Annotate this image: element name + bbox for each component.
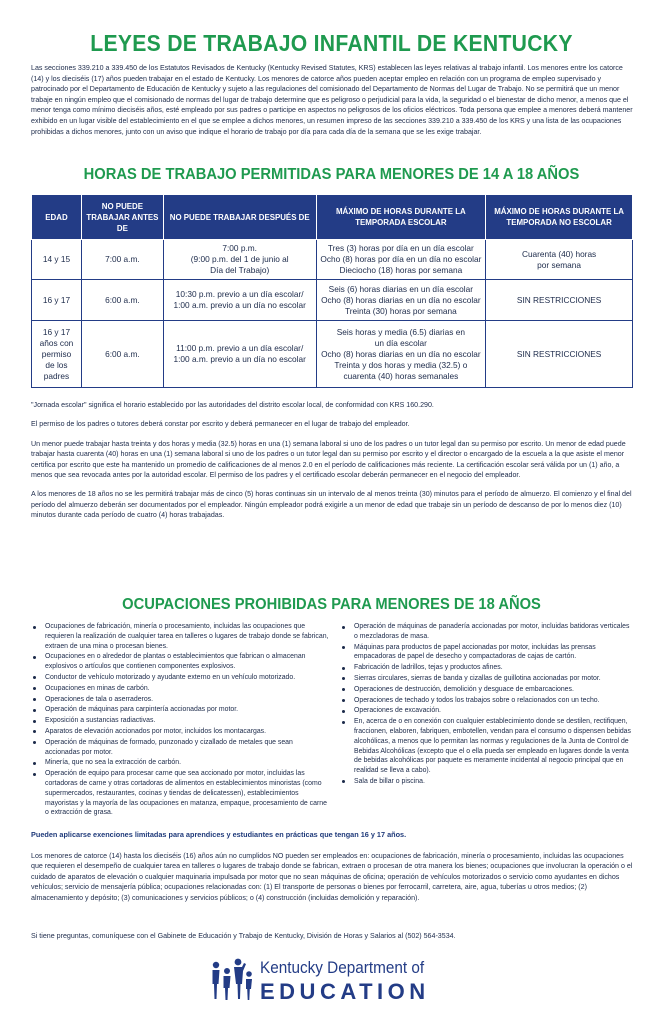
- bullet-icon: [342, 667, 345, 670]
- cell-max-nonschool: SIN RESTRICCIONES: [486, 280, 633, 321]
- cell-not-before: 6:00 a.m.: [81, 321, 163, 388]
- kde-logo: [210, 953, 460, 1008]
- exemptions-note: Pueden aplicarse exenciones limitadas para aprendices y estudiantes en prácticas que tengan 16 y 17 años.: [31, 830, 407, 839]
- cell-max-school: Seis horas y media (6.5) diarias en un día escolar Ocho (8) horas diarias en un día no escolar Treinta y dos horas y media (32.5) o cuarenta (40) horas semanales: [316, 321, 486, 388]
- parent-permission-note: El permiso de los padres o tutores deberá constar por escrito y deberá permanecer en el lugar de trabajo del empleador.: [31, 420, 410, 429]
- list-item: Sala de billar o piscina.: [340, 777, 635, 787]
- bullet-icon: [33, 773, 36, 776]
- list-item: Operaciones de techado y todos los trabajos sobre o relacionados con un techo.: [340, 696, 635, 706]
- list-item: Conductor de vehículo motorizado y ayudante externo en un vehículo motorizado.: [31, 673, 329, 683]
- prohibited-list-left: [31, 622, 329, 819]
- bullet-icon: [342, 710, 345, 713]
- cell-not-after: 11:00 p.m. previo a un día escolar/ 1:00 a.m. previo a un día no escolar: [163, 321, 316, 388]
- occupations-heading: OCUPACIONES PROHIBIDAS PARA MENORES DE 18 AÑOS: [122, 596, 541, 613]
- list-item: Operación de equipo para procesar carne que sea accionado por motor, incluidas las cortadoras de carne y otras cortadoras de alimentos en establecimientos minoristas (como supermercados, restaurantes, cocinas y tiendas de delicatessen), establecimientos mayoristas y la mayoría de las ocupaciones en matanza, empaque, procesamiento de carne o extracción de grasa.: [31, 769, 329, 818]
- bullet-icon: [33, 626, 36, 629]
- list-item: Máquinas para productos de papel accionadas por motor, incluidas las prensas empacadoras de papel de desecho y compactadoras de cajas de cartón.: [340, 643, 635, 663]
- bullet-icon: [33, 687, 36, 690]
- cell-age: 14 y 15: [32, 240, 82, 280]
- header-not-after: NO PUEDE TRABAJAR DESPUÉS DE: [163, 195, 316, 240]
- cell-not-before: 7:00 a.m.: [81, 240, 163, 280]
- people-figures-icon: [210, 957, 254, 1003]
- bullet-icon: [342, 688, 345, 691]
- bullet-icon: [33, 656, 36, 659]
- school-day-note: "Jornada escolar" significa el horario establecido por las autoridades del distrito escolar local, de conformidad con KRS 160.290.: [31, 401, 434, 409]
- list-item: Fabricación de ladrillos, tejas y productos afines.: [340, 663, 635, 673]
- cell-not-after: 7:00 p.m. (9:00 p.m. del 1 de junio al Día del Trabajo): [163, 240, 316, 280]
- cell-max-nonschool: Cuarenta (40) horas por semana: [486, 240, 633, 280]
- cell-age: 16 y 17: [32, 280, 82, 321]
- list-item: Ocupaciones en o alrededor de plantas o establecimientos que fabrican o almacenan explosivos o artículos que contienen componentes explosivos.: [31, 652, 329, 672]
- hours-table-header-row: [32, 195, 633, 240]
- list-item: Operación de máquinas de formado, punzonado y cizallado de metales que sean accionadas por motor.: [31, 738, 329, 758]
- cell-age: 16 y 17 años con permiso de los padres: [32, 321, 82, 388]
- table-row: [32, 240, 633, 280]
- list-item: En, acerca de o en conexión con cualquier establecimiento donde se destilen, rectifiquen, fraccionen, elaboren, fabriquen, embotellen, vendan para el consumo o dispensen bebidas alcohólicas, a menos que lo permitan las normas y regulaciones de la Junta de Control de Bebidas Alcohólicas (excepto que el o ella pueda ser empleado en lugares donde la venta de bebidas alcohólicas por paquete es meramente incidental al negocio principal que en realidad se lleva a cabo).: [340, 717, 635, 776]
- bullet-icon: [342, 780, 345, 783]
- header-age: EDAD: [32, 195, 82, 240]
- list-item: Sierras circulares, sierras de banda y cizallas de guillotina accionadas por motor.: [340, 674, 635, 684]
- bullet-icon: [342, 721, 345, 724]
- bullet-icon: [33, 762, 36, 765]
- bullet-icon: [33, 730, 36, 733]
- bullet-icon: [33, 720, 36, 723]
- notes-section: [31, 400, 634, 530]
- list-item: Ocupaciones en minas de carbón.: [31, 684, 329, 694]
- hours-heading: HORAS DE TRABAJO PERMITIDAS PARA MENORES DE 14 A 18 AÑOS: [83, 166, 580, 183]
- bullet-icon: [33, 676, 36, 679]
- page-title: LEYES DE TRABAJO INFANTIL DE KENTUCKY: [90, 30, 573, 56]
- cell-max-school: Tres (3) horas por día en un día escolar Ocho (8) horas por día en un día no escolar Dieciocho (18) horas por semana: [316, 240, 486, 280]
- bullet-icon: [342, 699, 345, 702]
- cell-not-before: 6:00 a.m.: [81, 280, 163, 321]
- table-row: [32, 321, 633, 388]
- bullet-icon: [342, 677, 345, 680]
- list-item: Ocupaciones de fabricación, minería o procesamiento, incluidas las ocupaciones que requieren la realización de cualquier tarea en talleres o lugares de trabajo donde se fabrican, extraen de una mina o procesan bienes.: [31, 622, 329, 651]
- logo-line-2: EDUCATION: [260, 979, 430, 1004]
- logo-line-1: Kentucky Department of: [260, 958, 425, 977]
- header-max-nonschool: MÁXIMO DE HORAS DURANTE LA TEMPORADA NO ESCOLAR: [486, 195, 633, 240]
- cell-max-nonschool: SIN RESTRICCIONES: [486, 321, 633, 388]
- header-max-school: MÁXIMO DE HORAS DURANTE LA TEMPORADA ESCOLAR: [316, 195, 486, 240]
- bullet-icon: [33, 741, 36, 744]
- list-item: Operaciones de excavación.: [340, 706, 635, 716]
- table-row: [32, 280, 633, 321]
- intro-paragraph: Las secciones 339.210 a 339.450 de los Estatutos Revisados de Kentucky (Kentucky Revised Statutes, KRS) establecen las leyes relativas al trabajo infantil. Los menores entre los catorce (14) y los dieciséis (17) años pueden trabajar en el estado de Kentucky. Los menores de catorce años pueden aceptar empleo en relación con un programa de empleo supervisado y patrocinado por el Departamento de Educación de Kentucky y sujeto a las regulaciones del comisionado del Departamento de Normas del Lugar de Trabajo. No se permitirá que un menor trabaje en ningún empleo que el comisionado de normas del lugar de trabajo determine que es peligroso o perjudicial para la vida, la seguridad o el bienestar de dicho menor, a menos que el menor tenga como mínimo dieciséis años, esté empleado por sus padres o participe en aspectos no peligrosos de los oficios eléctricos. Toda persona que emplee a menores deberá mantener exhibido en un lugar visible del establecimiento en el que se emplee a dichos menores, un resumen impreso de las secciones 339.210 a 339.450 de los KRS y una lista de las ocupaciones prohibidas a dichos menores, junto con un aviso que indique el horario de trabajo por día para cada día de la semana que se les exige trabajar.: [31, 64, 633, 136]
- under-sixteen-paragraph: Los menores de catorce (14) hasta los dieciséis (16) años aún no cumplidos NO pueden ser empleados en: ocupaciones de fabricación, minería o procesamiento, incluidas las ocupaciones que requieren el desempeño de cualquier tarea en talleres o lugares de trabajo donde se fabrican, extraen o procesan de otra manera los bienes; ocupaciones que involucran la operación o el cuidado de aparatos de elevación o cualquier maquinaria impulsada por motor que no sean máquinas de oficina; operación de vehículos motorizados o servicio como ayudantes en dichos vehículos; servicio de mensajería pública; ocupaciones relacionadas con: (1) El transporte de personas o bienes por ferrocarril, carretera, aire, agua, tuberías u otros medios; (2) almacenamiento y depósito; (3) comunicaciones y servicios públicos; o (4) construcción (incluidas demolición y reparación).: [31, 852, 633, 902]
- hours-table: [31, 194, 633, 388]
- cell-not-after: 10:30 p.m. previo a un día escolar/ 1:00 a.m. previo a un día no escolar: [163, 280, 316, 321]
- list-item: Operaciones de tala o aserraderos.: [31, 695, 329, 705]
- bullet-icon: [33, 709, 36, 712]
- prohibited-list-right: [340, 622, 635, 788]
- list-item: Operación de máquinas para carpintería accionadas por motor.: [31, 705, 329, 715]
- header-not-before: NO PUEDE TRABAJAR ANTES DE: [81, 195, 163, 240]
- extended-hours-note: Un menor puede trabajar hasta treinta y dos horas y media (32.5) horas en una (1) semana laboral si uno de los padres o un tutor legal dan su permiso por escrito. Un menor de edad puede trabajar hasta cuarenta (40) horas en una (1) semana laboral si uno de los padres o un tutor legal dan su permiso por escrito y el director o encargado de la escuela a la que asiste el menor certifica por escrito que este ha mantenido un promedio de calificaciones de al menos 2.0 en el período de calificaciones más reciente. La certificación escolar será válida por un (1) año, a menos que sea revocada antes por la autoridad escolar. El permiso de los padres y el certificado escolar deberán permanecer en el negocio del empleador.: [31, 439, 626, 480]
- list-item: Aparatos de elevación accionados por motor, incluidos los montacargas.: [31, 727, 329, 737]
- list-item: Operación de máquinas de panadería accionadas por motor, incluidas batidoras verticales o mezcladoras de masa.: [340, 622, 635, 642]
- list-item: Exposición a sustancias radiactivas.: [31, 716, 329, 726]
- contact-note: Si tiene preguntas, comuníquese con el Gabinete de Educación y Trabajo de Kentucky, División de Horas y Salarios al (502) 564-3534.: [31, 932, 456, 940]
- cell-max-school: Seis (6) horas diarias en un día escolar Ocho (8) horas diarias en un día no escolar Treinta (30) horas por semana: [316, 280, 486, 321]
- bullet-icon: [342, 646, 345, 649]
- list-item: Minería, que no sea la extracción de carbón.: [31, 758, 329, 768]
- list-item: Operaciones de destrucción, demolición y desguace de embarcaciones.: [340, 685, 635, 695]
- bullet-icon: [33, 698, 36, 701]
- lunch-break-note: A los menores de 18 años no se les permitirá trabajar más de cinco (5) horas continuas sin un intervalo de al menos treinta (30) minutos para el período de almuerzo. El comienzo y el final del período del almuerzo deberán ser documentados por el empleador. Ningún empleador podrá exigirle a un menor de edad que trabaje sin un período de descanso de por lo menos diez (10) minutos durante cada período de cuatro (4) horas trabajadas.: [31, 490, 632, 520]
- bullet-icon: [342, 626, 345, 629]
